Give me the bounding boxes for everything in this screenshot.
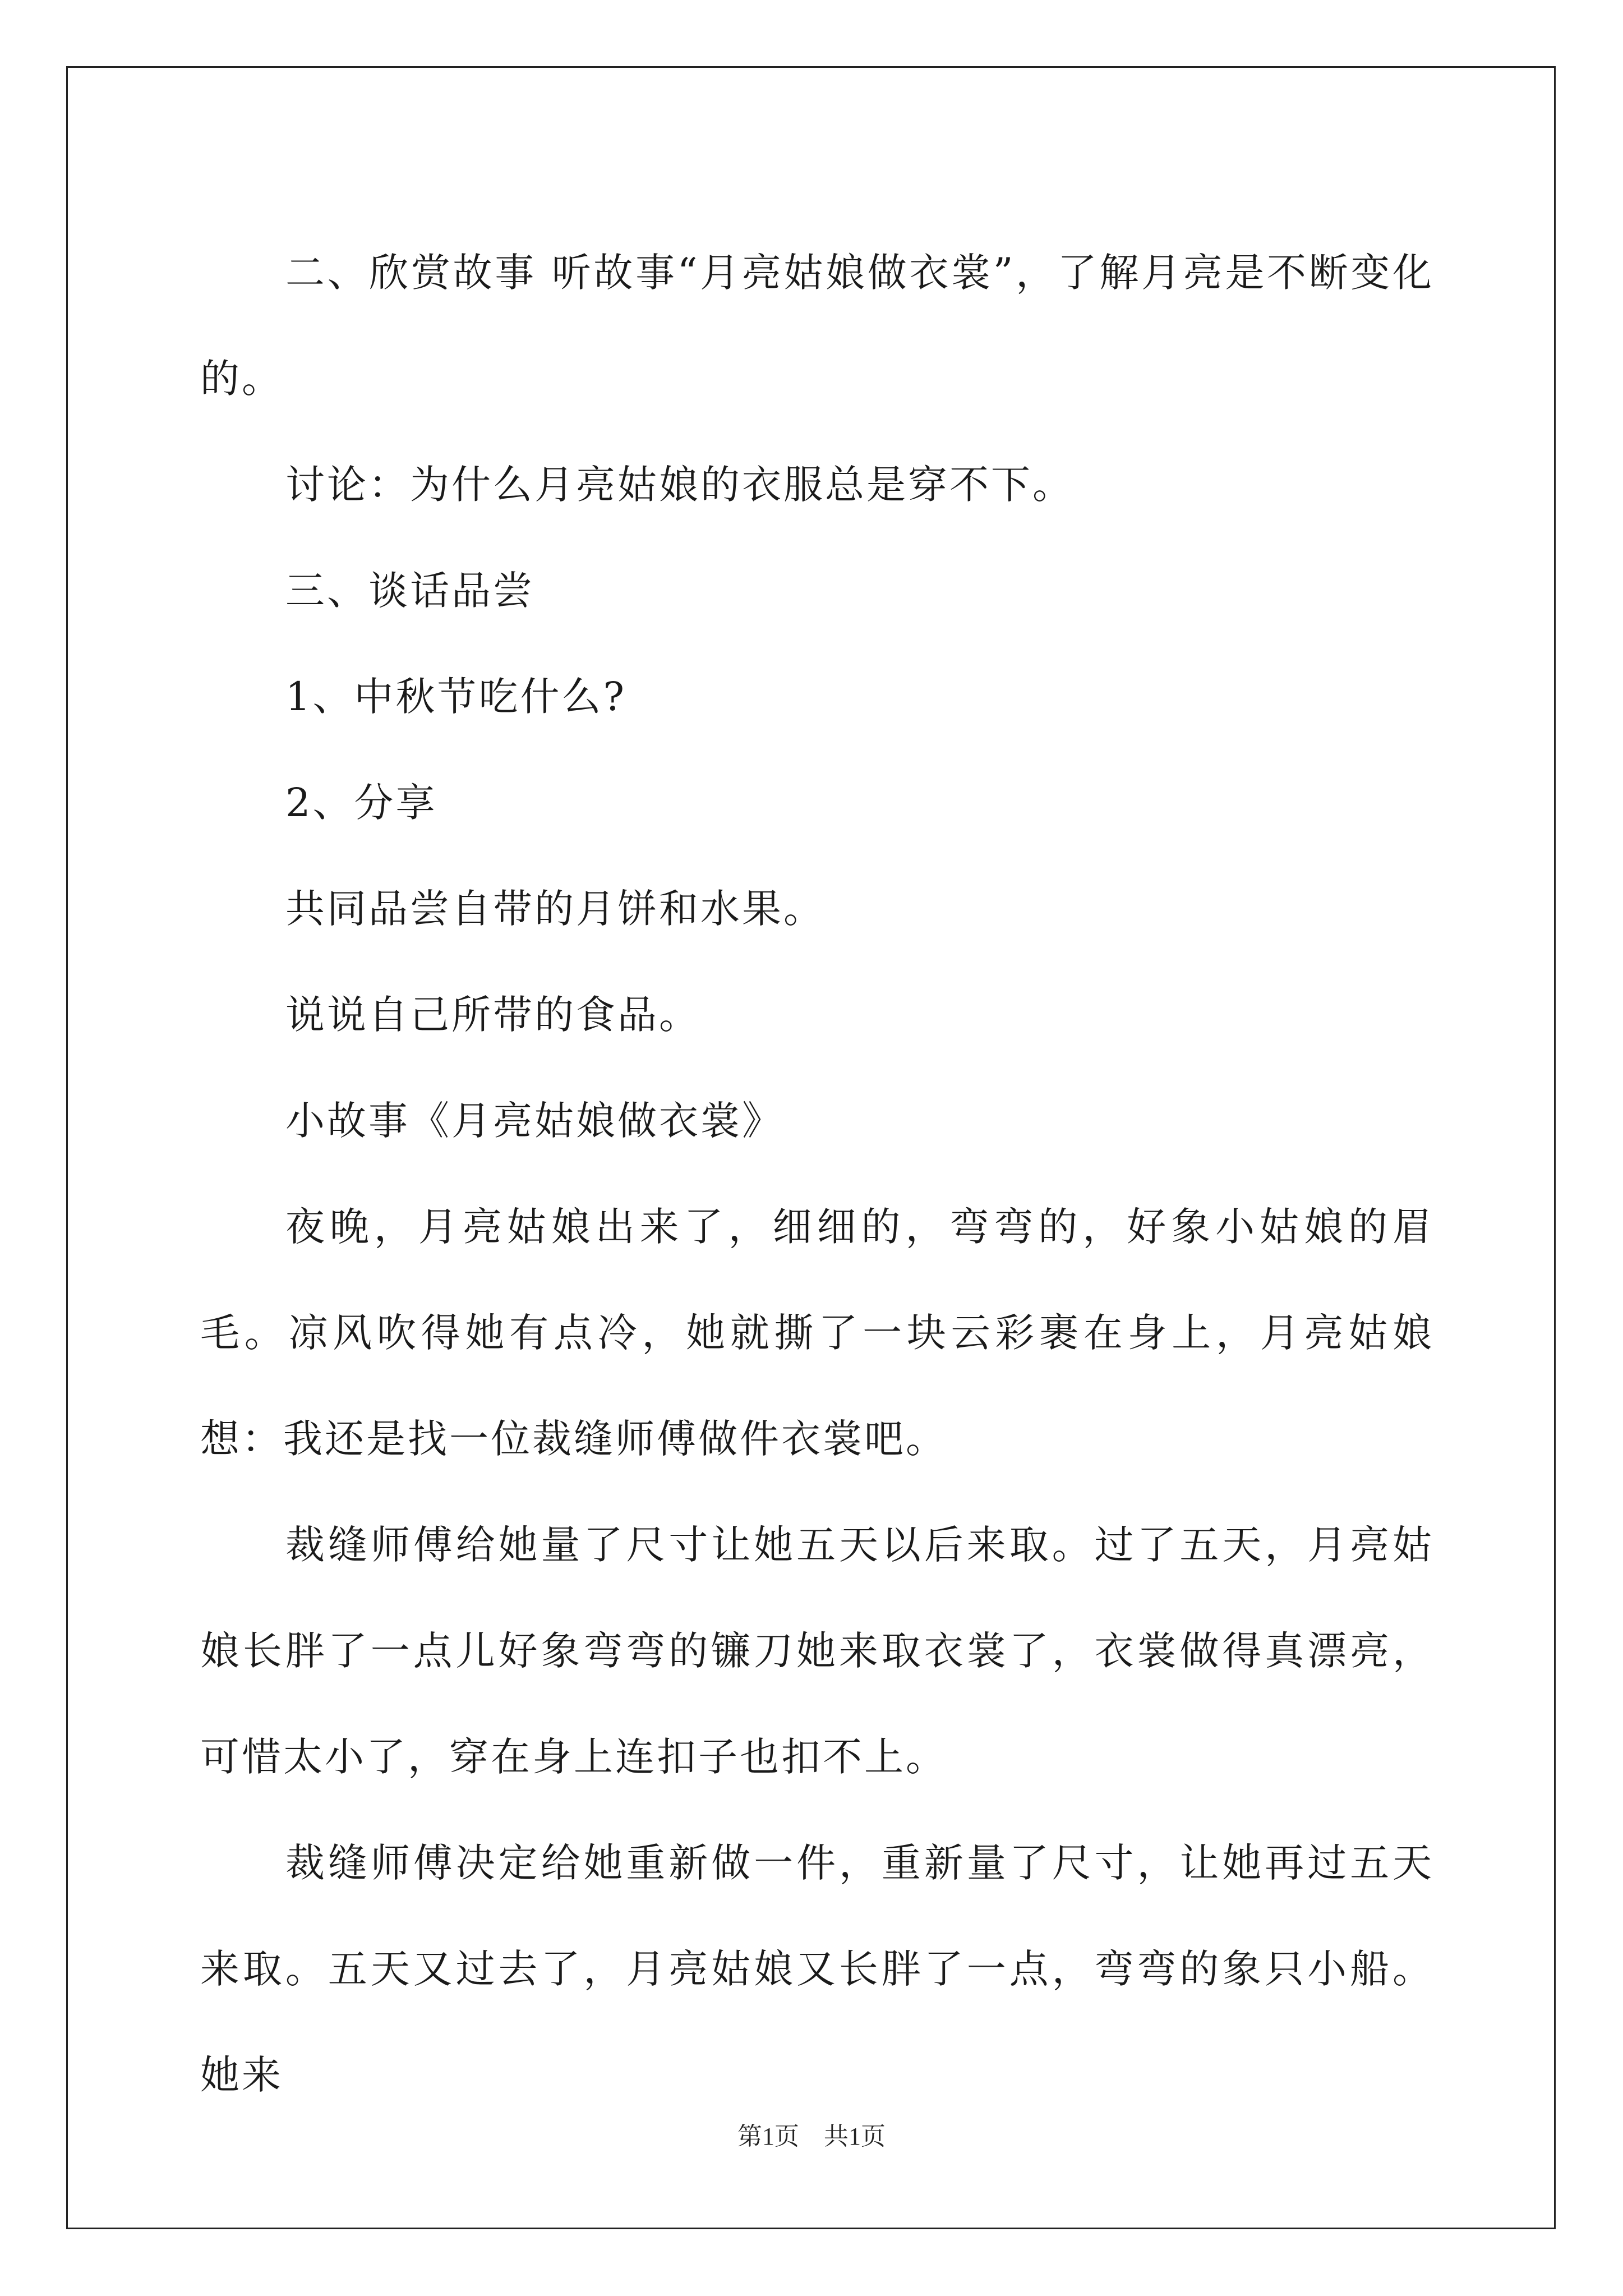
paragraph-discussion: 讨论：为什么月亮姑娘的衣服总是穿不下。 (285, 462, 1074, 508)
paragraph-share-food: 共同品尝自带的月饼和水果。 (285, 886, 825, 932)
paragraph-section-three: 三、谈话品尝 (285, 568, 534, 614)
paragraph-story-1: 夜晚，月亮姑娘出来了，细细的，弯弯的，好象小姑娘的眉毛。凉风吹得她有点冷，她就撕了一块云彩裹在身上，月亮姑娘想：我还是找一位裁缝师傅做件衣裳吧。 (200, 1204, 1434, 1462)
page-number-footer: 第1页 共1页 (737, 2123, 886, 2150)
paragraph-story-title: 小故事《月亮姑娘做衣裳》 (285, 1098, 783, 1144)
paragraph-story-3: 裁缝师傅决定给她重新做一件，重新量了尺寸，让她再过五天来取。五天又过去了，月亮姑娘又长胖了一点，弯弯的象只小船。她来 (200, 1840, 1434, 2098)
paragraph-item-2: 2、分享 (285, 780, 437, 826)
paragraph-item-1: 1、中秋节吃什么? (285, 674, 627, 720)
paragraph-talk-food: 说说自己所带的食品。 (285, 992, 700, 1038)
document-body (200, 220, 1434, 2128)
paragraph-story-2: 裁缝师傅给她量了尺寸让她五天以后来取。过了五天，月亮姑娘长胖了一点儿好象弯弯的镰刀她来取衣裳了，衣裳做得真漂亮，可惜太小了，穿在身上连扣子也扣不上。 (200, 1522, 1434, 1780)
paragraph-appreciate-story: 二、欣赏故事 听故事“月亮姑娘做衣裳”，了解月亮是不断变化的。 (200, 250, 1434, 402)
